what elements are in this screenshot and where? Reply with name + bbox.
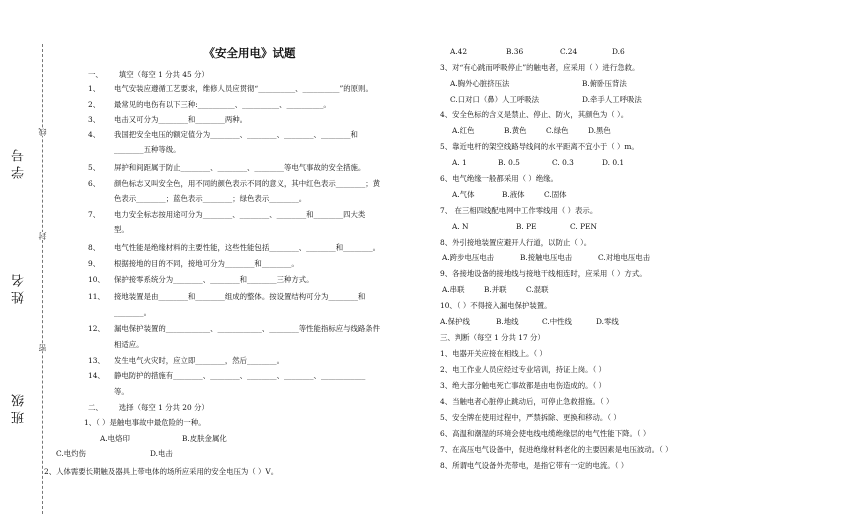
choice-q4-option-a: A.红色 <box>452 126 475 135</box>
choice-q10-option-c: C.中性线 <box>542 317 572 326</box>
judge-item: 7、在高压电气设备中，促进绝缘材料老化的主要因素是电压波动。（ ） <box>440 445 673 454</box>
name-label: 姓名 <box>12 270 27 304</box>
fill-item-text: 静电防护的措施有________、________、________、________、____________ <box>114 371 366 380</box>
seal-mark-xian: 线 <box>38 128 47 136</box>
choice-q8-option-a: A.跨步电压电击 <box>442 253 495 262</box>
choice-q1: 1、（ ）是触电事故中最危险的一种。 <box>84 418 206 427</box>
fill-item-number: 4、 <box>88 130 101 139</box>
fill-item-text: 色表示________；蓝色表示________；绿色表示________。 <box>114 194 307 203</box>
choice-q2-option-c: C.24 <box>560 47 578 56</box>
fill-item-text: 根据接地的目的不同，接地可分为________和________。 <box>114 259 299 268</box>
judge-item: 8、所谓电气设备外壳带电，是指它带有一定的电流。（ ） <box>440 461 629 470</box>
choice-q3-option-b: B.俯卧压背法 <box>582 79 627 88</box>
fill-item-number: 10、 <box>88 275 105 284</box>
choice-q4: 4、安全色标的含义是禁止、停止、防火，其颜色为（ ）。 <box>440 110 629 119</box>
choice-q8-option-c: C.对地电压电击 <box>598 253 651 262</box>
judge-item: 3、绝大部分触电死亡事故都是由电伤造成的。（ ） <box>440 381 606 390</box>
choice-q7-option-b: B. PE <box>516 222 537 231</box>
choice-q9-option-a: A.串联 <box>442 285 465 294</box>
fill-item-text: 漏电保护装置的____________、____________、________等性能指标应与线路条件 <box>114 324 381 333</box>
choice-q3: 3、对“有心跳而呼吸停止”的触电者，应采用（ ）进行急救。 <box>440 63 640 72</box>
fill-item-number: 2、 <box>88 100 101 109</box>
choice-q3-option-c: C.口对口（鼻）人工呼吸法 <box>450 95 540 104</box>
choice-q6-option-b: B.液体 <box>502 190 525 199</box>
fill-item-number: 13、 <box>88 356 105 365</box>
fill-item-text: 颜色标志又叫安全色，用不同的颜色表示不同的意义，其中红色表示________；黄 <box>114 179 381 188</box>
fill-item-text: 型。 <box>114 225 129 234</box>
fill-item-number: 1、 <box>88 84 101 93</box>
choice-q9-option-c: C.混联 <box>526 285 549 294</box>
fill-item-number: 14、 <box>88 371 105 380</box>
choice-q6-option-a: A.气体 <box>452 190 475 199</box>
choice-q3-option-d: D.牵手人工呼吸法 <box>582 95 642 104</box>
choice-q8-option-b: B.接触电压电击 <box>520 253 573 262</box>
choice-q7: 7、 在三相四线配电网中工作零线用（ ）表示。 <box>440 206 598 215</box>
judge-section-heading: 三、判断（每空 1 分共 17 分） <box>440 333 545 342</box>
choice-q7-option-c: C. PEN <box>570 222 597 231</box>
fill-item-text: 保护接零系统分为________、________和________三种方式。 <box>114 275 314 284</box>
fill-item-text: 电力安全标志按用途可分为________、________、________和________四大类 <box>114 210 366 219</box>
choice-q5-option-c: C. 0.3 <box>552 158 574 167</box>
fill-item-text: ________五种等级。 <box>114 145 181 154</box>
choice-q4-option-c: C.绿色 <box>546 126 569 135</box>
choice-q9: 9、各接地设备的接地线与接地干线相连时，应采用（ ）方式。 <box>440 269 647 278</box>
choice-q4-option-b: B.黄色 <box>504 126 527 135</box>
choice-q6: 6、电气绝缘一般都采用（ ）绝缘。 <box>440 174 558 183</box>
choice-q10: 10、（ ）不得接入漏电保护装置。 <box>440 301 552 310</box>
choice-q1-option-d: D.电击 <box>150 449 173 458</box>
choice-q5-option-a: A. 1 <box>452 158 467 167</box>
choice-q6-option-c: C.固体 <box>544 190 567 199</box>
choice-q2-option-d: D.6 <box>612 47 625 56</box>
fill-item-text: 接地装置是由________和________组成的整体。按设置结构可分为________和 <box>114 292 366 301</box>
fill-item-number: 5、 <box>88 163 101 172</box>
judge-item: 5、安全牌在使用过程中，严禁拆除、更换和移动。（ ） <box>440 413 621 422</box>
choice-q5-option-d: D. 0.1 <box>602 158 625 167</box>
fill-section-heading: 一、 填空（每空 1 分共 45 分） <box>88 70 209 79</box>
choice-q10-option-b: B.地线 <box>496 317 519 326</box>
fill-item-number: 11、 <box>88 292 105 301</box>
choice-q1-option-a: A.电烙印 <box>100 434 130 443</box>
fill-item-number: 9、 <box>88 259 101 268</box>
choice-q1-option-c: C.电灼伤 <box>56 449 86 458</box>
choice-q7-option-a: A. N <box>452 222 469 231</box>
exam-title: 《安全用电》试题 <box>203 46 296 60</box>
choice-q5-option-b: B. 0.5 <box>498 158 520 167</box>
judge-item: 4、当触电者心脏停止跳动后，可停止急救措施。（ ） <box>440 397 614 406</box>
seal-mark-feng: 封 <box>38 232 47 240</box>
fill-item-text: 相适应。 <box>114 340 144 349</box>
fill-item-number: 12、 <box>88 324 105 333</box>
choice-q2-option-a: A.42 <box>450 47 468 56</box>
student-id-label: 学号 <box>12 145 27 179</box>
choice-q10-option-a: A.保护线 <box>440 317 470 326</box>
fill-item-text: 最常见的电伤有以下三种:__________、__________、__________。 <box>114 100 331 109</box>
judge-item: 6、高温和潮湿的环境会使电线电缆绝缘层的电气性能下降。（ ） <box>440 429 651 438</box>
fill-item-text: 我国把安全电压的额定值分为________、________、________、________和 <box>114 130 358 139</box>
seal-mark-mi: 密 <box>38 344 47 352</box>
binding-margin <box>0 0 60 526</box>
choice-q8: 8、外引接地装置应避开人行道，以防止（ ）。 <box>440 238 592 247</box>
fill-item-text: 电气安装应遵循工艺要求，维修人员应贯彻“__________、__________”的原则。 <box>114 84 373 93</box>
choice-q5: 5、靠近电杆的架空线路导线间的水平距离不宜小于（ ）m。 <box>440 142 639 151</box>
judge-item: 1、电器开关应接在相线上。（ ） <box>440 349 547 358</box>
fill-item-text: ________。 <box>114 308 151 317</box>
judge-item: 2、电工作业人员应经过专业培训，持证上岗。（ ） <box>440 365 606 374</box>
fill-item-text: 等。 <box>114 387 129 396</box>
fill-item-text: 电气性能是绝缘材料的主要性能，这些性能包括________、________和________。 <box>114 243 381 252</box>
fill-item-number: 3、 <box>88 115 101 124</box>
seal-line <box>42 44 43 514</box>
class-label: 班级 <box>12 390 27 424</box>
fill-item-text: 电击又可分为________和________两种。 <box>114 115 248 124</box>
fill-item-number: 7、 <box>88 210 101 219</box>
choice-q2-option-b: B.36 <box>506 47 524 56</box>
choice-q1-option-b: B.皮肤金属化 <box>182 434 227 443</box>
choice-q10-option-d: D.零线 <box>596 317 619 326</box>
fill-item-text: 发生电气火灾时，应立即________，然后________。 <box>114 356 284 365</box>
choice-q4-option-d: D.黑色 <box>588 126 611 135</box>
choice-section-heading: 二、 选择（每空 1 分共 20 分） <box>88 403 209 412</box>
choice-q3-option-a: A.胸外心脏挤压法 <box>450 79 510 88</box>
choice-q9-option-b: B.并联 <box>484 285 507 294</box>
choice-q2: 2、人体需要长期触及器具上带电体的场所应采用的安全电压为（ ）V。 <box>44 467 279 476</box>
fill-item-number: 6、 <box>88 179 101 188</box>
fill-item-number: 8、 <box>88 243 101 252</box>
fill-item-text: 屏护和间距属于防止________、________、________等电气事故的安全措施。 <box>114 163 366 172</box>
